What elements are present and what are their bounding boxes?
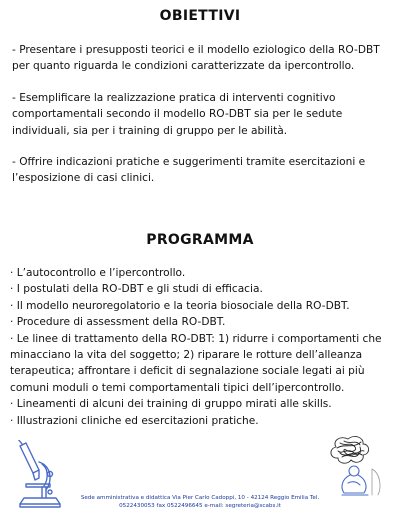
program-item: · Illustrazioni cliniche ed esercitazioni pratiche. (10, 414, 259, 427)
footer-line: 0522430053 fax 0522496645 e-mail: segreteria@scabs.it (119, 503, 281, 509)
objectives-list (12, 42, 392, 202)
objective-item: - Esemplificare la realizzazione pratica di interventi cognitivo comportamentali secondo il modello RO-DBT sia per le sedute individuali, sia per i training di gruppo per le abilità. (12, 91, 343, 137)
program-item: · Procedure di assessment della RO-DBT. (10, 316, 226, 329)
objective-item: - Presentare i presupposti teorici e il modello eziologico della RO-DBT per quanto riguarda le condizioni caratterizzate da ipercontrollo. (12, 44, 380, 73)
program-item: · Il modello neuroregolatorio e la teoria biosociale della RO-DBT. (10, 299, 350, 312)
program-list (10, 265, 392, 429)
microscope-icon (6, 440, 62, 512)
objectives-title: OBIETTIVI (159, 8, 241, 24)
program-title: PROGRAMMA (146, 232, 254, 248)
thinking-person-icon (320, 433, 392, 497)
program-item: · L’autocontrollo e l’ipercontrollo. (10, 267, 186, 279)
footer-line: Sede amministrativa e didattica Via Pier Carlo Cadoppi, 10 - 42124 Reggio Emilia Tel. (80, 495, 320, 501)
footer-address (60, 494, 340, 510)
program-item: · Le linee di trattamento della RO-DBT: 1) ridurre i comportamenti che minacciano la vita del soggetto; 2) riparare le rotture dell’alleanza terapeutica; affrontare i deficit di segnalazione sociale legati ai più comuni moduli o temi comportamentali tipici dell’ipercontrollo. (10, 332, 382, 394)
program-item: · I postulati della RO-DBT e gli studi di efficacia. (10, 283, 263, 296)
program-item: · Lineamenti di alcuni dei training di gruppo mirati alle skills. (10, 398, 332, 411)
objective-item: - Offrire indicazioni pratiche e suggerimenti tramite esercitazioni e l’esposizione di casi clinici. (12, 156, 366, 185)
